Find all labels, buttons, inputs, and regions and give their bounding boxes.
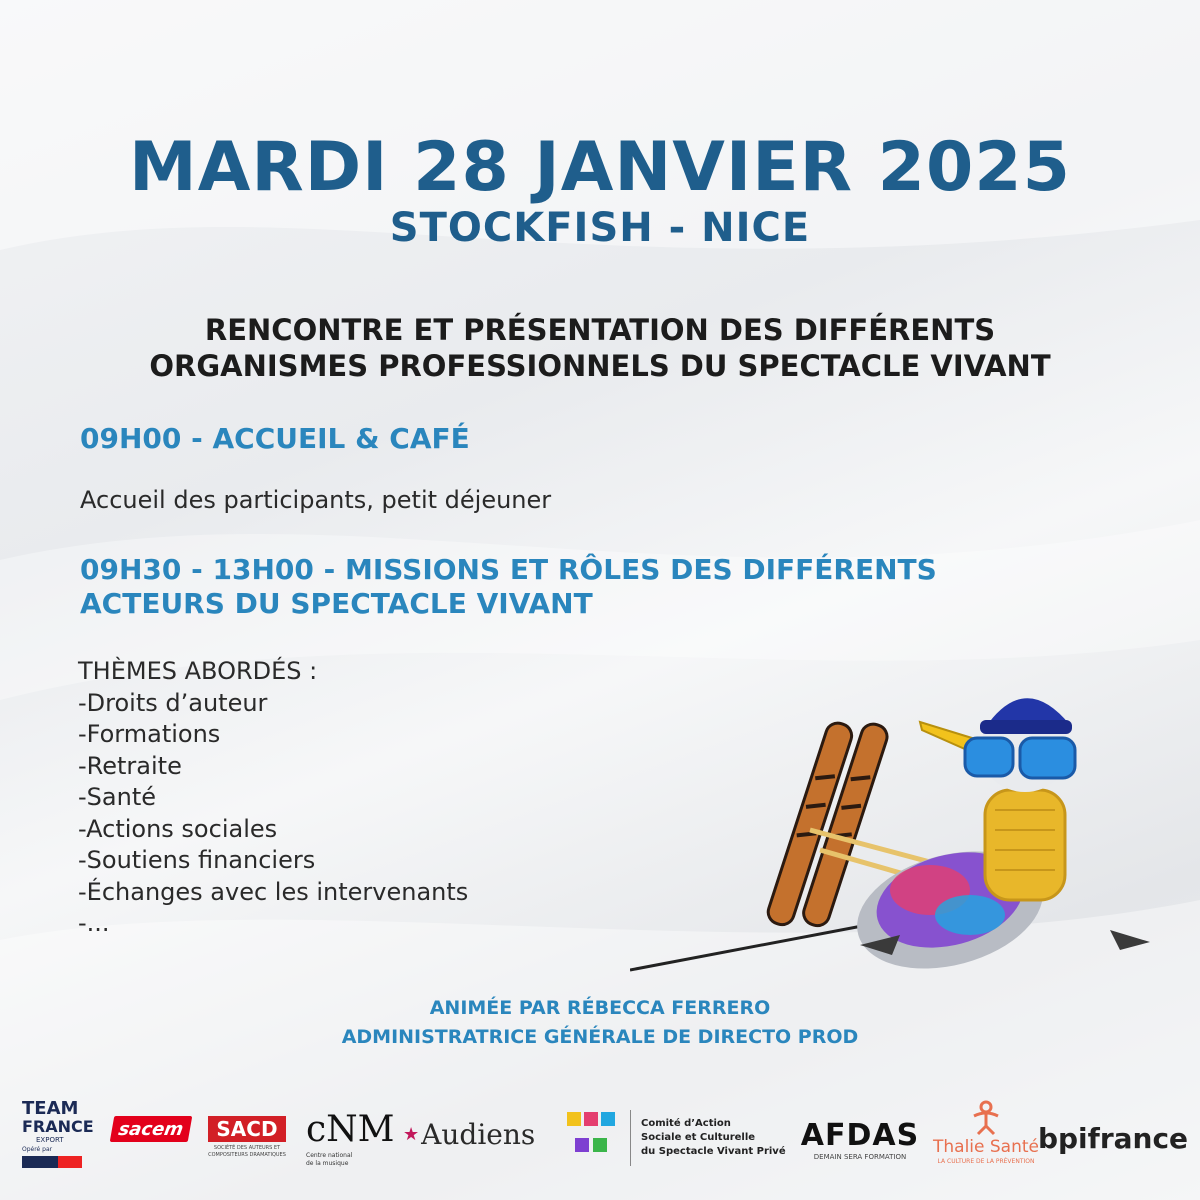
host-line-1: ANIMÉE PAR RÉBECCA FERRERO bbox=[429, 997, 771, 1019]
casc-svp-emblem-icon bbox=[565, 1110, 617, 1162]
theme-item: -Soutiens financiers bbox=[78, 846, 316, 874]
theme-item: -Retraite bbox=[78, 751, 182, 780]
slot-1-description: Accueil des participants, petit déjeuner bbox=[80, 486, 552, 514]
slot-2-title bbox=[80, 553, 937, 621]
event-date-title: MARDI 28 JANVIER 2025 bbox=[129, 128, 1071, 207]
theme-item: -Actions sociales bbox=[78, 814, 278, 843]
cnm-logo: cNM Centre national de la musique bbox=[306, 1109, 395, 1167]
theme-item: -Santé bbox=[78, 783, 156, 811]
casc-svp-text: Comité d’Action Sociale et Culturelle du Spectacle Vivant Privé bbox=[630, 1110, 801, 1166]
themes-list bbox=[78, 656, 468, 940]
theme-item: -Échanges avec les intervenants bbox=[78, 877, 469, 906]
audiens-star-icon: ★ bbox=[403, 1123, 420, 1145]
team-france-export-logo: TEAM FRANCE EXPORT Opéré par bbox=[22, 1100, 88, 1178]
thalie-figure-icon bbox=[968, 1100, 1004, 1136]
partner-logos bbox=[18, 1098, 1189, 1180]
event-intro bbox=[0, 312, 1200, 384]
sacd-logo: SACD SOCIÉTÉ DES AUTEURS ET COMPOSITEURS DRAMATIQUES bbox=[208, 1117, 286, 1158]
theme-item: -... bbox=[78, 909, 110, 937]
intro-line-1: RENCONTRE ET PRÉSENTATION DES DIFFÉRENTS bbox=[204, 313, 996, 347]
themes-heading: THÈMES ABORDÉS : bbox=[78, 657, 318, 685]
audiens-logo: ★ Audiens bbox=[403, 1117, 536, 1151]
host-credit bbox=[0, 994, 1200, 1052]
slot-1-title: 09H00 - ACCUEIL & CAFÉ bbox=[80, 422, 470, 455]
thalie-sante-logo: Thalie Santé LA CULTURE DE LA PRÉVENTION bbox=[926, 1100, 1046, 1180]
casc-svp-logo bbox=[558, 1106, 623, 1166]
afdas-logo: AFDAS DEMAIN SERA FORMATION bbox=[800, 1118, 920, 1161]
slot-2-title-line-2: ACTEURS DU SPECTACLE VIVANT bbox=[80, 587, 593, 620]
intro-line-2: ORGANISMES PROFESSIONNELS DU SPECTACLE VIVANT bbox=[149, 349, 1051, 383]
theme-item: -Formations bbox=[78, 720, 221, 748]
event-venue: STOCKFISH - NICE bbox=[389, 205, 811, 251]
sacem-logo: sacem bbox=[110, 1116, 193, 1142]
host-line-2: ADMINISTRATRICE GÉNÉRALE DE DIRECTO PROD bbox=[341, 1026, 859, 1048]
bpifrance-logo: bpifrance bbox=[1037, 1121, 1189, 1155]
skiing-bird-illustration bbox=[630, 680, 1170, 980]
theme-item: -Droits d’auteur bbox=[78, 688, 268, 717]
slot-2-title-line-1: 09H30 - 13H00 - MISSIONS ET RÔLES DES DIFFÉRENTS bbox=[80, 553, 937, 586]
